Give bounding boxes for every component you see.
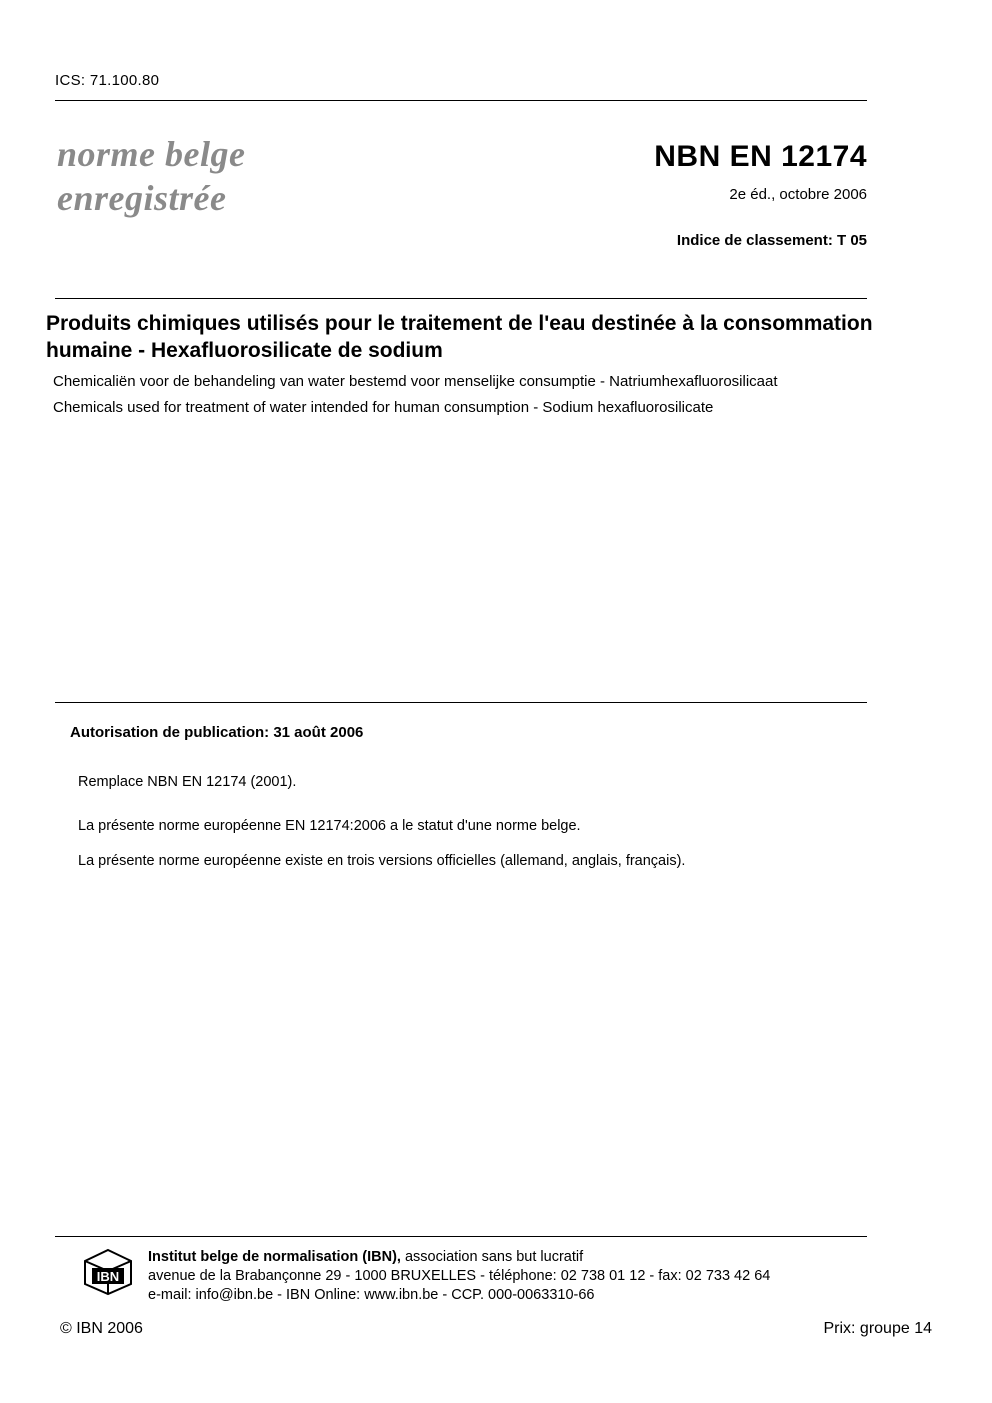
title-dutch: Chemicaliën voor de behandeling van water bestemd voor menselijke consumptie - Natriumhexafluorosilicaat: [53, 373, 778, 390]
standard-kind-line1: norme belge: [57, 134, 246, 174]
divider-footer: [55, 1236, 867, 1237]
note-status: La présente norme européenne EN 12174:2006 a le statut d'une norme belge.: [78, 818, 581, 834]
divider-title: [55, 298, 867, 299]
footer-contact: e-mail: info@ibn.be - IBN Online: www.ibn.be - CCP. 000-0063310-66: [148, 1287, 595, 1303]
footer-org-name: Institut belge de normalisation (IBN),: [148, 1249, 401, 1265]
standard-edition: 2e éd., octobre 2006: [729, 186, 867, 203]
note-versions: La présente norme européenne existe en trois versions officielles (allemand, anglais, français).: [78, 853, 686, 869]
standard-kind-line2: enregistrée: [57, 178, 227, 218]
footer-price-group: Prix: groupe 14: [823, 1320, 932, 1337]
classification-index: Indice de classement: T 05: [676, 232, 867, 249]
note-replaces: Remplace NBN EN 12174 (2001).: [78, 774, 297, 790]
divider-top: [55, 100, 867, 101]
ics-code: ICS: 71.100.80: [55, 72, 160, 89]
title-english: Chemicals used for treatment of water intended for human consumption - Sodium hexafluorosilicate: [53, 399, 714, 416]
footer-org-line: [148, 1248, 888, 1267]
footer-organisation: [148, 1248, 888, 1305]
footer-address: avenue de la Brabançonne 29 - 1000 BRUXELLES - téléphone: 02 738 01 12 - fax: 02 733 42 64: [148, 1268, 771, 1284]
footer-copyright: © IBN 2006: [60, 1320, 143, 1337]
ibn-logo-icon: [82, 1248, 134, 1296]
standard-kind: [57, 132, 245, 220]
publication-authorisation: Autorisation de publication: 31 août 2006: [70, 724, 364, 741]
svg-text:IBN: IBN: [96, 1269, 120, 1284]
divider-publication: [55, 702, 867, 703]
footer-org-type: association sans but lucratif: [400, 1249, 584, 1265]
title-french: Produits chimiques utilisés pour le traitement de l'eau destinée à la consommation humaine - Hexafluorosilicate de sodium: [46, 312, 873, 362]
standard-number: NBN EN 12174: [654, 140, 867, 173]
